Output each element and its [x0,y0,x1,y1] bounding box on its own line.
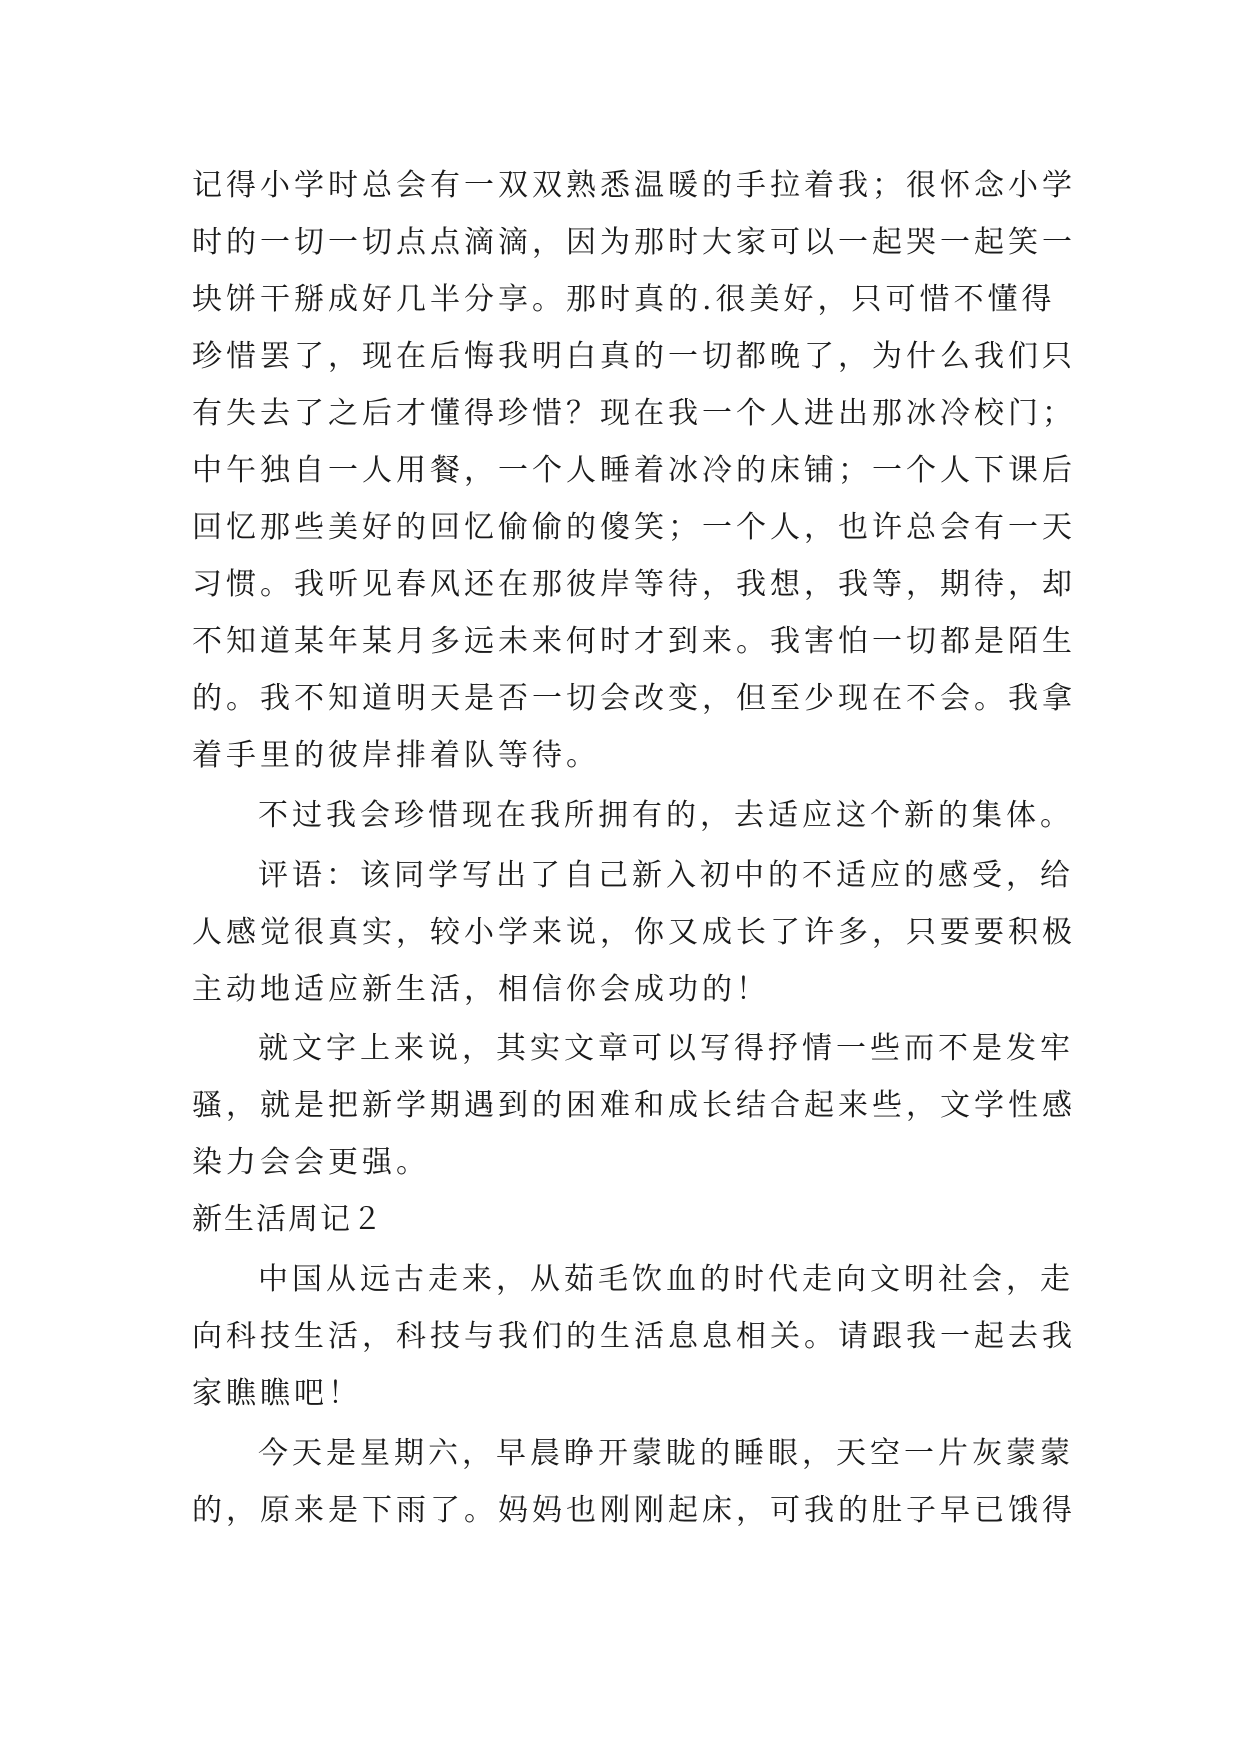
text-line: 骚，就是把新学期遇到的困难和成长结合起来些，文学性感 [192,1088,1076,1123]
text-line: 人感觉很真实，较小学来说，你又成长了许多，只要要积极 [192,915,1076,950]
text-line: 中国从远古走来，从茹毛饮血的时代走向文明社会，走 [258,1262,1074,1297]
text-line: 向科技生活，科技与我们的生活息息相关。请跟我一起去我 [192,1319,1076,1354]
text-line: 珍惜罢了，现在后悔我明白真的一切都晚了，为什么我们只 [192,339,1076,374]
text-line: 就文字上来说，其实文章可以写得抒情一些而不是发牢 [258,1031,1074,1066]
section-title: 新生活周记２ [192,1202,384,1237]
text-line: 家瞧瞧吧！ [192,1376,362,1411]
text-line: 不知道某年某月多远未来何时才到来。我害怕一切都是陌生 [192,624,1076,659]
text-line: 染力会会更强。 [192,1145,430,1180]
text-line: 习惯。我听见春风还在那彼岸等待，我想，我等，期待，却 [192,567,1076,602]
text-line: 评语：该同学写出了自己新入初中的不适应的感受，给 [258,858,1074,893]
text-line: 的，原来是下雨了。妈妈也刚刚起床，可我的肚子早已饿得 [192,1493,1076,1528]
text-line: 回忆那些美好的回忆偷偷的傻笑；一个人，也许总会有一天 [192,510,1076,545]
text-line: 时的一切一切点点滴滴，因为那时大家可以一起哭一起笑一 [192,225,1076,260]
text-line: 记得小学时总会有一双双熟悉温暖的手拉着我；很怀念小学 [192,168,1076,203]
text-line: 今天是星期六，早晨睁开蒙眬的睡眼，天空一片灰蒙蒙 [258,1436,1074,1471]
text-line: 中午独自一人用餐，一个人睡着冰冷的床铺；一个人下课后 [192,453,1076,488]
text-line: 有失去了之后才懂得珍惜？现在我一个人进出那冰冷校门； [192,396,1076,431]
text-line: 主动地适应新生活，相信你会成功的！ [192,972,770,1007]
text-line: 不过我会珍惜现在我所拥有的，去适应这个新的集体。 [258,798,1074,833]
text-line: 的。我不知道明天是否一切会改变，但至少现在不会。我拿 [192,681,1076,716]
text-line: 着手里的彼岸排着队等待。 [192,738,600,773]
text-line: 块饼干掰成好几半分享。那时真的.很美好，只可惜不懂得 [192,282,1056,317]
